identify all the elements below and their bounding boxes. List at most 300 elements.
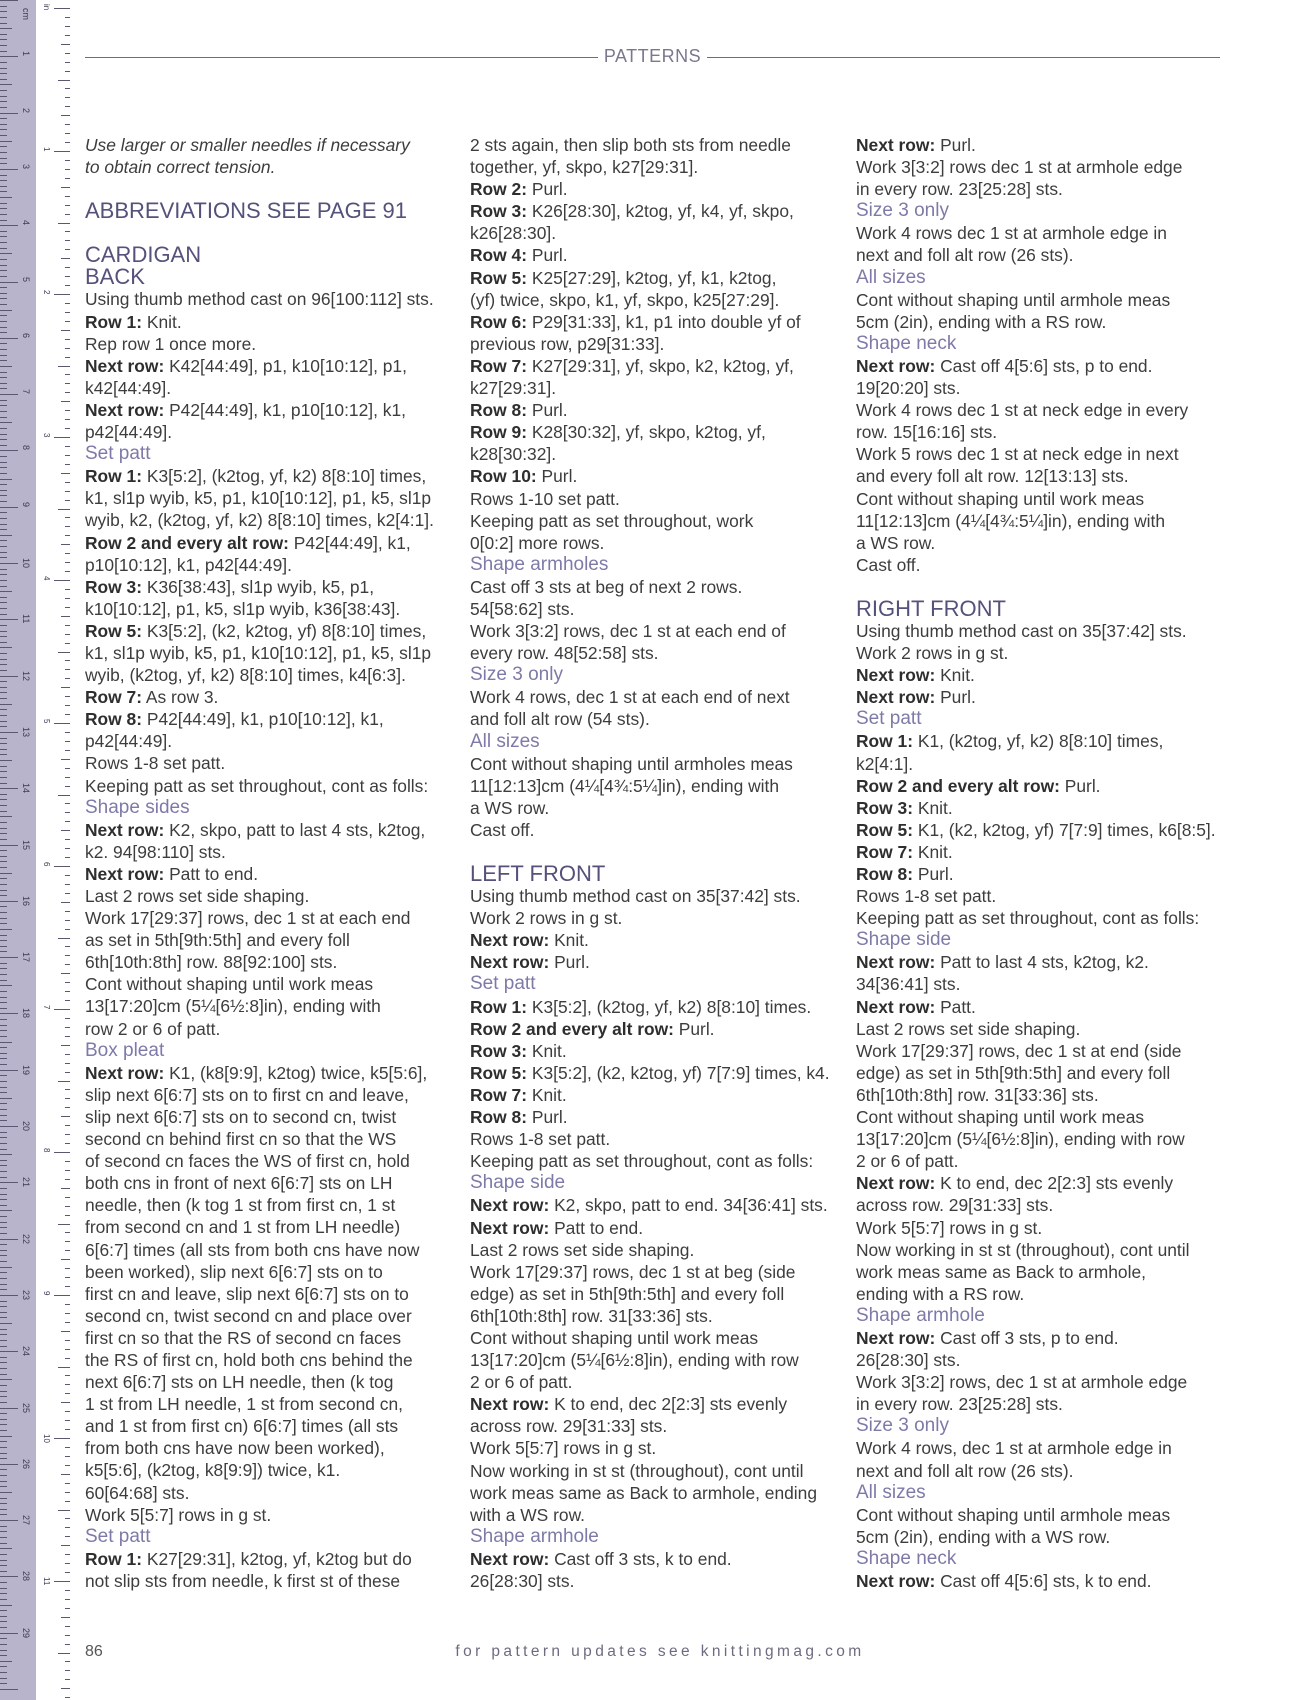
ruler-tick [65,1206,70,1207]
row-label: Next row: [85,1062,165,1083]
instruction-line: Work 17[29:37] rows, dec 1 st at end (side [856,1040,1182,1061]
ruler-tick [61,258,70,259]
ruler-tick [0,400,7,401]
ruler-tick [65,982,70,983]
ruler-tick [0,253,12,254]
ruler-tick [0,507,18,508]
row-label: Row 6: [470,311,528,332]
ruler-tick [0,439,7,440]
row-text: K3[5:2], (k2, k2tog, yf) 7[7:9] times, k4. [527,1062,830,1083]
ruler-tick [0,1075,7,1076]
ruler-tick [65,1447,70,1448]
ruler-tick [0,1025,7,1026]
ruler-tick [61,330,70,331]
ruler-tick [0,1216,7,1217]
row-text: Knit. [913,797,953,818]
row-text: K42[44:49], p1, k10[10:12], p1, [164,355,407,376]
subsection-heading: Size 3 only [856,200,949,222]
ruler-tick [0,687,7,688]
ruler-tick [0,929,12,930]
row-label: Next row: [470,930,550,951]
section-heading: RIGHT FRONT [856,595,1006,621]
subsection-heading: Box pleat [85,1039,165,1061]
ruler-tick [0,377,7,378]
ruler-tick [65,929,70,930]
ruler-tick [0,743,7,744]
ruler-tick [0,861,7,862]
instruction-line: k28[30:32]. [470,444,557,465]
ruler-tick [65,1036,70,1037]
ruler-tick [0,670,7,671]
instruction-line: Last 2 rows set side shaping. [856,1018,1081,1039]
ruler-tick [65,124,70,125]
instruction-line: Work 5[5:7] rows in g st. [470,1438,657,1459]
ruler-tick [0,1289,7,1290]
instruction-line: 54[58:62] sts. [470,598,575,619]
ruler-tick [0,56,18,57]
ruler-tick [0,681,7,682]
instruction-line: k26[28:30]. [470,223,557,244]
ruler-tick [65,1679,70,1680]
ruler-tick [0,1644,7,1645]
ruler-tick [0,1492,12,1493]
instruction-line: Rep row 1 once more. [85,333,257,354]
row-text: As row 3. [142,687,219,708]
ruler-tick [0,760,12,761]
instruction-line: been worked), slip next 6[6:7] sts on to [85,1261,383,1282]
row-label: Next row: [856,355,936,376]
instruction-line: Cont without shaping until work meas [856,1107,1145,1128]
ruler-tick [65,240,70,241]
instruction-line: with a WS row. [470,1504,586,1525]
ruler-tick [0,372,7,373]
instruction-line: Keeping patt as set throughout, work [470,510,754,531]
ruler-tick [0,462,7,463]
ruler-tick [65,1697,70,1698]
ruler-tick [0,1588,7,1589]
ruler-tick [65,321,70,322]
ruler-tick [0,355,7,356]
subsection-heading: Shape side [856,929,952,951]
instruction-line: of second cn faces the WS of first cn, hold [85,1151,410,1172]
ruler-tick [61,1688,70,1689]
ruler-tick [0,349,7,350]
row-text: K2, skpo, patt to end. 34[36:41] sts. [549,1195,828,1216]
ruler-tick [61,115,70,116]
ruler-inch-number: 3 [42,433,51,438]
ruler-tick [0,777,7,778]
row-label: Row 3: [470,201,528,222]
ruler-tick [61,1259,70,1260]
instruction-line: Cont without shaping until armhole meas [856,1504,1171,1525]
row-label: Row 9: [470,422,528,443]
ruler-tick [65,97,70,98]
instruction-line: edge) as set in 5th[9th:5th] and every foll [856,1062,1171,1083]
intro-note: to obtain correct tension. [85,157,276,178]
ruler-tick [65,1322,70,1323]
ruler-tick [0,1672,7,1673]
ruler-cm-number: 27 [21,1515,31,1526]
ruler-tick [0,619,18,620]
ruler-tick [0,518,7,519]
ruler-tick [0,1391,7,1392]
ruler-tick [0,129,7,130]
section-heading: ABBREVIATIONS SEE PAGE 91 [85,198,407,224]
ruler-cm-number: 29 [21,1627,31,1638]
instruction-line: Cont without shaping until armhole meas [856,289,1171,310]
ruler-tick [0,715,7,716]
instruction-line: the RS of first cn, hold both cns behind the [85,1349,413,1370]
row-text: Patt. [935,996,976,1017]
instruction-line [856,1570,1256,1592]
ruler-tick [65,607,70,608]
instruction-line [470,1548,855,1570]
ruler-tick [65,1563,70,1564]
ruler-tick [0,524,7,525]
ruler-tick [0,1019,7,1020]
ruler-tick [54,866,70,867]
ruler-tick [0,1244,7,1245]
ruler-tick [65,267,70,268]
ruler-tick [0,906,7,907]
instruction-line [856,1327,1256,1349]
row-text: P42[44:49], k1, p10[10:12], k1, [142,709,384,730]
ruler-tick [0,1368,7,1369]
ruler-tick [0,135,7,136]
ruler-tick [0,1486,7,1487]
ruler-tick [65,678,70,679]
row-text: P42[44:49], k1, p10[10:12], k1, [164,399,406,420]
ruler-tick [65,1313,70,1314]
ruler-tick [65,768,70,769]
instruction-line: and 1 st from first cn) 6[6:7] times (all sts [85,1416,399,1437]
ruler-tick [61,1545,70,1546]
instruction-line: 2 or 6 of patt. [470,1372,573,1393]
ruler-tick [54,437,70,438]
ruler-tick [54,1438,70,1439]
ruler-tick [65,1375,70,1376]
row-text: Purl. [527,1107,568,1128]
ruler-tick [65,500,70,501]
subsection-heading: Set patt [85,443,151,465]
ruler-tick [65,660,70,661]
ruler-tick [0,1058,7,1059]
ruler-tick [58,938,70,939]
row-label: Next row: [856,952,936,973]
ruler-tick [65,1286,70,1287]
ruler-tick [0,884,7,885]
instruction-line: next and foll alt row (26 sts). [856,245,1074,266]
ruler-tick [0,1520,18,1521]
ruler-tick [61,830,70,831]
ruler-tick [65,634,70,635]
ruler-tick [65,517,70,518]
ruler-tick [0,873,12,874]
instruction-line [470,1062,855,1084]
instruction-line: 0[0:2] more rows. [470,532,605,553]
ruler-tick [65,562,70,563]
ruler-tick [0,39,7,40]
ruler-tick [58,509,70,510]
ruler-tick [0,709,7,710]
ruler-tick [0,445,7,446]
ruler-tick [65,1554,70,1555]
ruler-tick [0,236,7,237]
ruler-tick [0,1115,7,1116]
subsection-heading: Shape side [470,1172,566,1194]
ruler-tick [0,1458,7,1459]
instruction-line [85,819,455,841]
instruction-line: Keeping patt as set throughout, cont as folls: [470,1151,814,1172]
row-label: Row 8: [856,864,914,884]
row-label: Next row: [470,952,550,973]
instruction-line: k5[5:6], (k2tog, k8[9:9]) twice, k1. [85,1460,341,1481]
ruler-tick [0,197,12,198]
instruction-line: Work 2 rows in g st. [856,643,1009,664]
ruler-tick [0,208,7,209]
ruler-tick [54,580,70,581]
instruction-line [85,686,455,708]
ruler-tick [0,1481,7,1482]
ruler-tick [0,659,7,660]
ruler-tick [0,552,7,553]
instruction-line: 2 or 6 of patt. [856,1151,959,1172]
ruler-tick [0,1036,7,1037]
instruction-line: next 6[6:7] sts on LH needle, then (k tog [85,1372,394,1393]
ruler-tick [65,1018,70,1019]
ruler-tick [65,1072,70,1073]
ruler-tick [0,1531,7,1532]
ruler-tick [0,96,7,97]
instruction-line: first cn and leave, slip next 6[6:7] sts on to [85,1283,409,1304]
instruction-line: 6th[10th:8th] row. 31[33:36] sts. [470,1305,713,1326]
instruction-line: Work 5[5:7] rows in g st. [85,1504,272,1525]
ruler-inch-number: 2 [42,290,51,295]
instruction-line: 19[20:20] sts. [856,378,961,399]
side-ruler [0,0,70,1700]
instruction-line [470,1194,855,1216]
ruler-tick [0,1655,7,1656]
instruction-line [470,465,855,487]
ruler-tick [0,1543,7,1544]
ruler-tick [0,1205,7,1206]
ruler-tick [65,812,70,813]
ruler-tick [0,265,7,266]
ruler-tick [65,571,70,572]
ruler-tick [65,589,70,590]
ruler-tick [65,705,70,706]
instruction-line [470,1393,855,1415]
ruler-tick [0,901,18,902]
ruler-tick [65,88,70,89]
ruler-tick [0,653,7,654]
row-label: Row 7: [856,841,914,862]
ruler-tick [65,1179,70,1180]
instruction-line: not slip sts from needle, k first st of these [85,1570,401,1591]
ruler-tick [0,293,7,294]
row-text: Cast off 4[5:6] sts, k to end. [935,1571,1152,1591]
ruler-tick [65,249,70,250]
ruler-tick [54,1295,70,1296]
row-text: K1, (k8[9:9], k2tog) twice, k5[5:6], [164,1062,428,1083]
instruction-line: 5cm (2in), ending with a RS row. [856,311,1107,332]
ruler-tick [0,1683,7,1684]
row-label: Row 5: [85,620,143,641]
ruler-tick [65,285,70,286]
ruler-tick [0,1571,7,1572]
ruler-tick [0,1554,7,1555]
ruler-tick [65,1134,70,1135]
ruler-tick [65,1143,70,1144]
ruler-tick [0,11,7,12]
ruler-tick [0,186,7,187]
ruler-tick [65,231,70,232]
ruler-tick [61,1188,70,1189]
ruler-tick [65,374,70,375]
ruler-tick [65,1411,70,1412]
page-number: 86 [85,1643,103,1660]
instruction-line: Work 5[5:7] rows in g st. [856,1217,1043,1238]
instruction-line [470,1040,855,1062]
row-label: Row 1: [856,731,914,752]
ruler-tick [65,1125,70,1126]
row-text: Knit. [527,1084,567,1105]
instruction-line [85,1062,455,1084]
ruler-tick [65,419,70,420]
ruler-tick [65,1393,70,1394]
ruler-tick [65,303,70,304]
ruler-tick [0,608,7,609]
ruler-tick [0,1334,7,1335]
ruler-tick [0,6,7,7]
ruler-tick [0,704,12,705]
subsection-heading: Shape neck [856,1547,957,1569]
row-label: Row 3: [856,797,914,818]
ruler-tick [0,540,7,541]
instruction-line: row 2 or 6 of patt. [85,1018,221,1039]
instruction-line: Work 4 rows, dec 1 st at armhole edge in [856,1438,1172,1459]
ruler-tick [0,845,18,846]
ruler-tick [0,383,7,384]
ruler-tick [0,546,7,547]
row-text: K27[29:31], k2tog, yf, k2tog but do [142,1548,412,1569]
instruction-line [856,863,1256,885]
ruler-tick [65,1027,70,1028]
subsection-heading: Shape neck [856,332,957,354]
section-title: PATTERNS [85,46,1220,67]
ruler-tick [0,1666,7,1667]
ruler-tick [0,1419,7,1420]
ruler-tick [0,388,7,389]
ruler-tick [0,980,7,981]
instruction-line: Using thumb method cast on 96[100:112] sts. [85,289,434,310]
ruler-tick [0,625,7,626]
ruler-tick [0,1633,18,1634]
ruler-cm-number: 20 [21,1121,31,1132]
row-text: K to end, dec 2[2:3] sts evenly [549,1394,788,1415]
ruler-tick [65,669,70,670]
ruler-tick [65,786,70,787]
row-text: K1, (k2, k2tog, yf) 7[7:9] times, k6[8:5]. [913,819,1216,840]
instruction-line [856,355,1256,377]
instruction-line: second cn, twist second cn and place over [85,1305,412,1326]
instruction-line: wyib, k2, (k2tog, yf, k2) 8[8:10] times, k2[4:1]. [85,510,434,531]
instruction-line: k10[10:12], p1, k5, sl1p wyib, k36[38:43]. [85,598,401,619]
row-label: Next row: [85,399,165,420]
ruler-tick [0,1160,7,1161]
subsection-heading: Set patt [856,708,922,730]
ruler-tick [0,512,7,513]
ruler-tick [0,1453,7,1454]
ruler-tick [0,749,7,750]
ruler-tick [65,1527,70,1528]
row-text: Purl. [935,135,976,155]
ruler-tick [54,1581,70,1582]
ruler-tick [65,446,70,447]
ruler-cm-number: 22 [21,1233,31,1244]
ruler-tick [0,118,7,119]
instruction-line: Work 3[3:2] rows dec 1 st at armhole edge [856,157,1183,178]
ruler-tick [0,84,12,85]
ruler-tick [65,1089,70,1090]
ruler-tick [54,723,70,724]
ruler-tick [0,315,7,316]
row-text: Purl. [673,1018,715,1039]
row-label: Row 8: [470,400,528,421]
subsection-heading: Size 3 only [856,1415,949,1437]
ruler-cm-label: cm [21,8,31,20]
ruler-tick [65,1215,70,1216]
ruler-tick [0,918,7,919]
instruction-line [85,863,455,885]
ruler-tick [0,1323,12,1324]
instruction-line: across row. 29[31:33] sts. [856,1195,1054,1216]
instruction-line [470,929,855,951]
ruler-tick [0,34,7,35]
ruler-tick [65,169,70,170]
row-text: Cast off 4[5:6] sts, p to end. [935,355,1153,376]
instruction-line: 13[17:20]cm (5¼[6½:8]in), ending with [85,996,381,1017]
ruler-tick [0,101,7,102]
row-text: K3[5:2], (k2tog, yf, k2) 8[8:10] times. [527,996,812,1017]
instruction-line [470,200,855,222]
row-label: Next row: [470,1195,550,1216]
instruction-line: Work 4 rows dec 1 st at neck edge in every [856,400,1189,421]
ruler-tick [0,1267,12,1268]
ruler-tick [0,394,18,395]
ruler-tick [54,1009,70,1010]
ruler-tick [65,893,70,894]
ruler-tick [65,1197,70,1198]
ruler-cm-number: 14 [21,783,31,794]
ruler-tick [0,878,7,879]
ruler-tick [0,856,7,857]
instruction-line: Cont without shaping until work meas [85,974,374,995]
ruler-tick [0,1650,7,1651]
text-column-1 [85,134,455,1592]
ruler-tick [0,152,7,153]
row-text: Purl. [549,952,590,973]
text-column-2 [470,134,855,1592]
ruler-tick [0,310,12,311]
ruler-tick [0,1357,7,1358]
ruler-tick [0,225,18,226]
instruction-line [470,244,855,266]
ruler-tick [0,28,12,29]
ruler-tick [65,750,70,751]
ruler-tick [65,884,70,885]
ruler-tick [0,422,12,423]
